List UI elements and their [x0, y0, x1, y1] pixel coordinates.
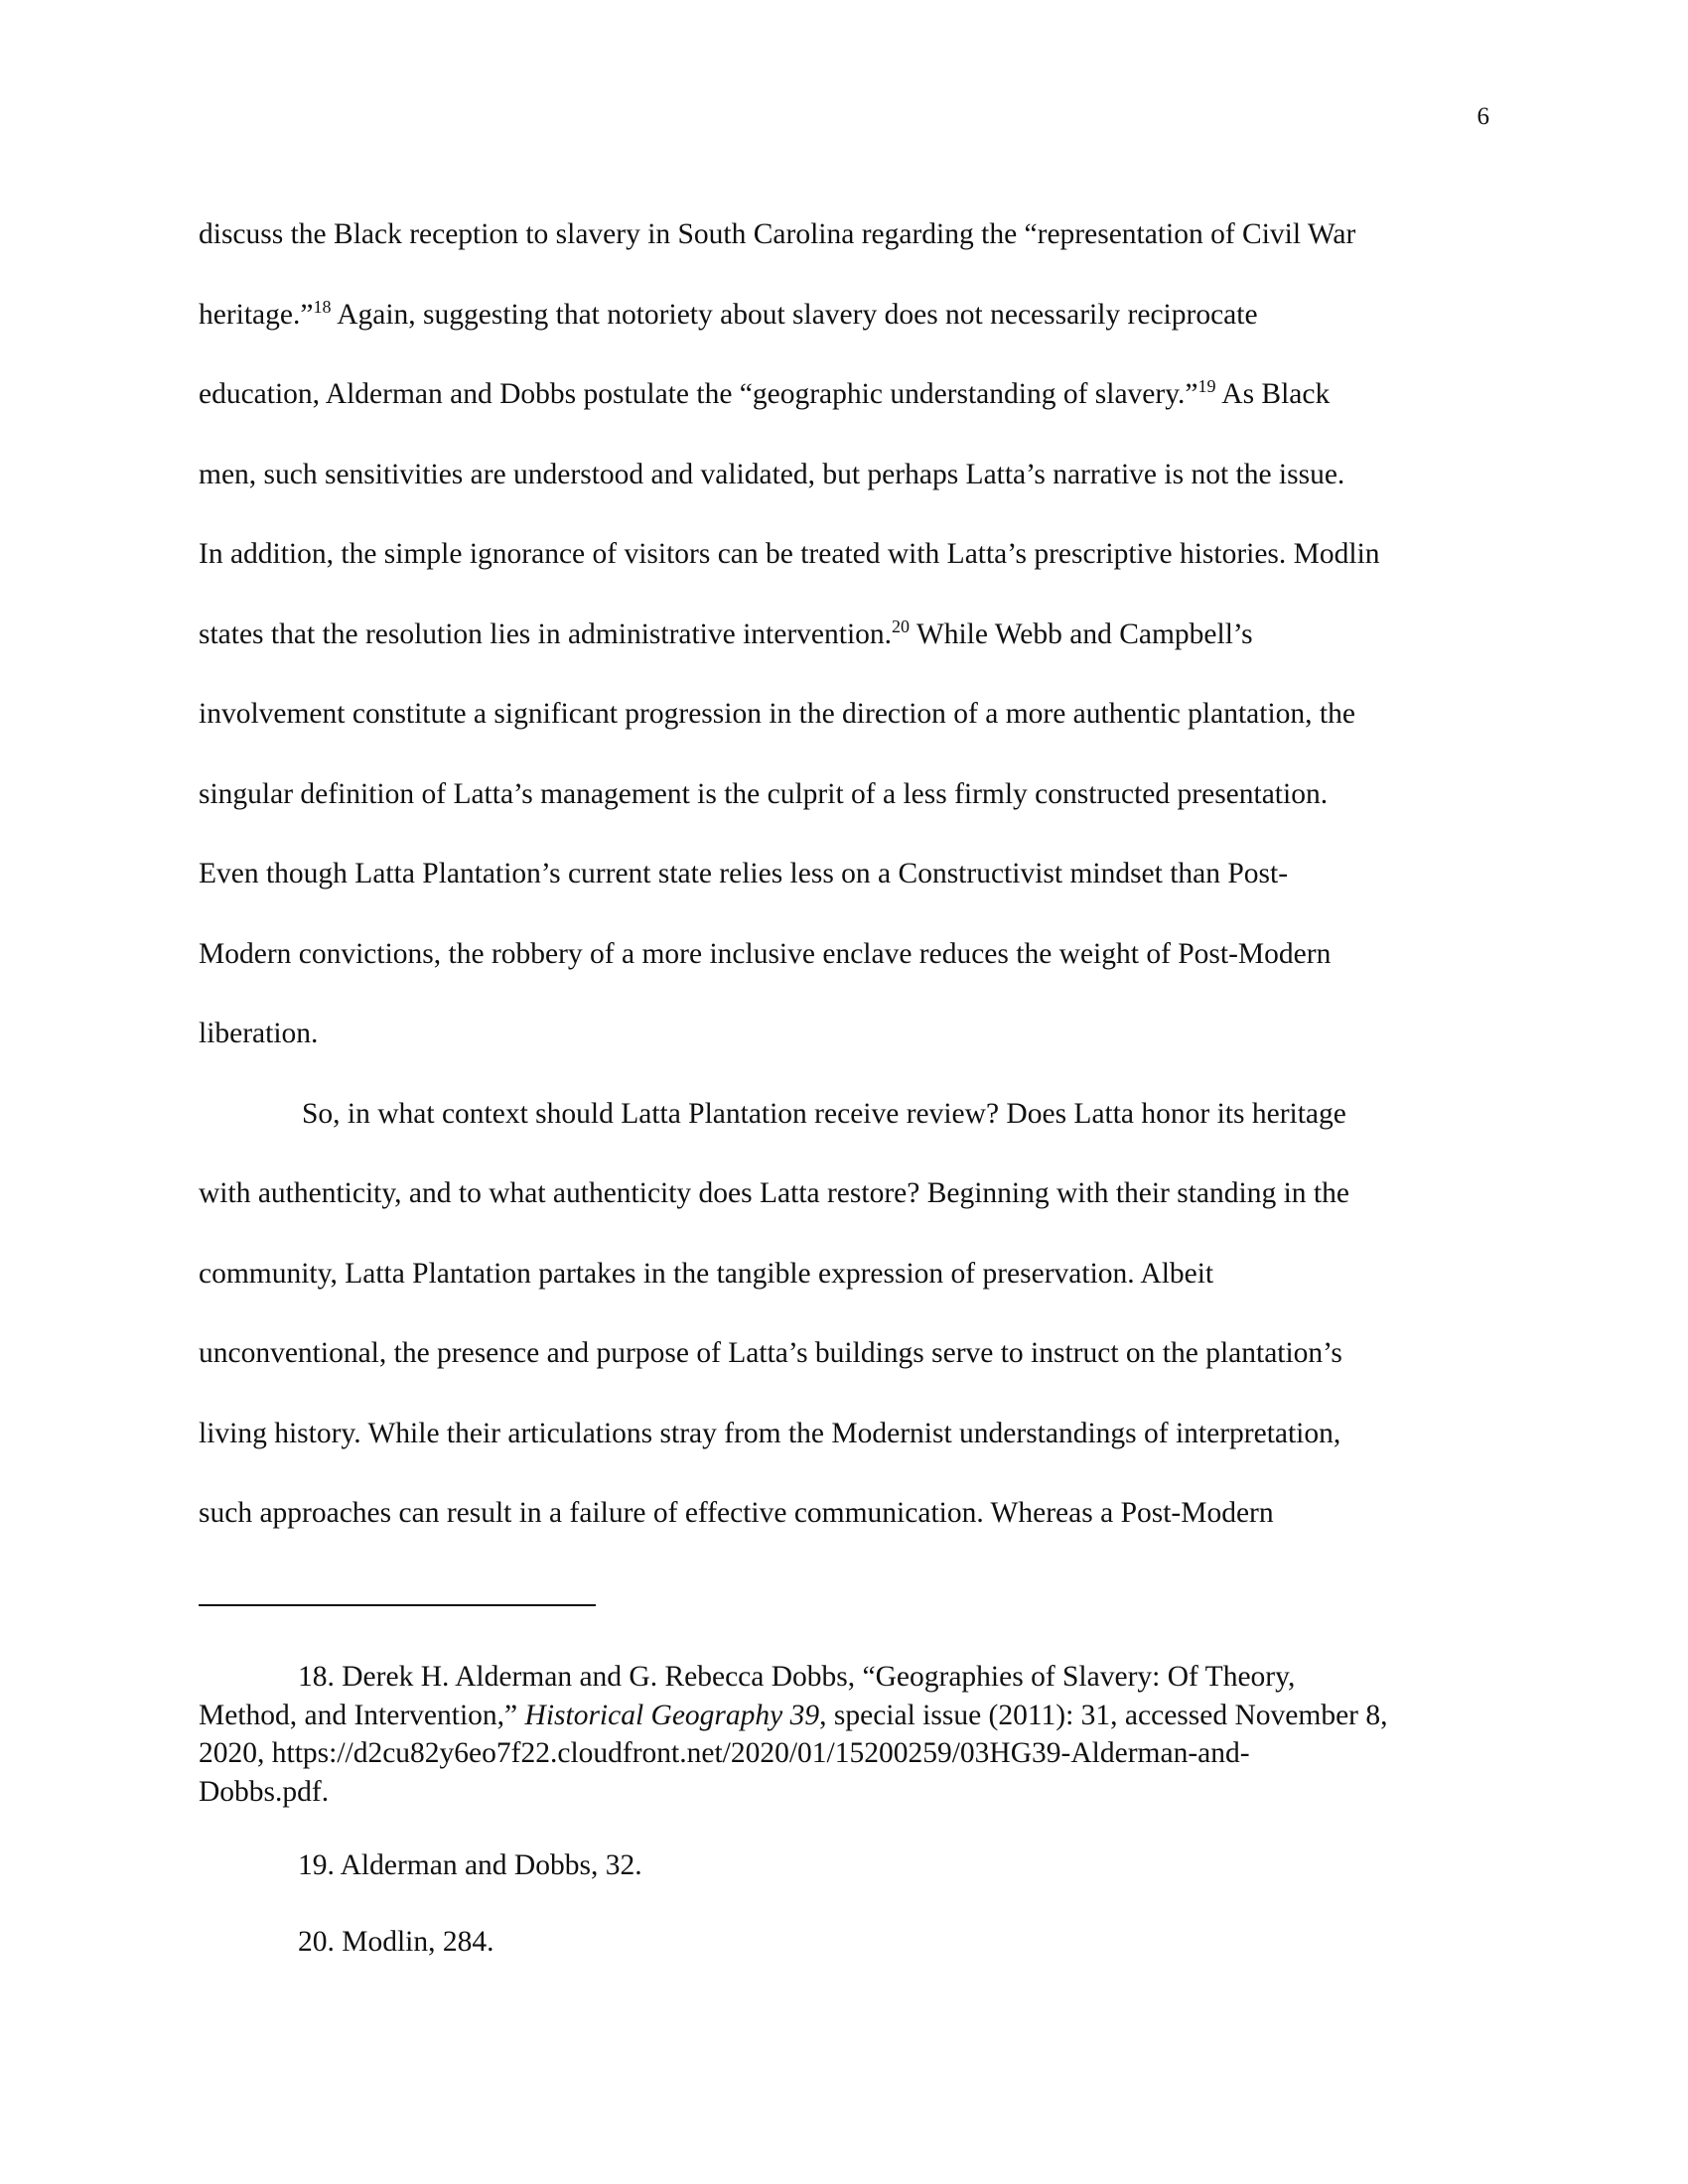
- footnotes: [199, 1658, 1499, 1961]
- page-number: 6: [1477, 103, 1489, 130]
- body-line: with authenticity, and to what authenticity does Latta restore? Beginning with their standing in the: [199, 1177, 1349, 1209]
- body-line: education, Alderman and Dobbs postulate the “geographic understanding of slavery.”$^{19}$ As Black: [199, 376, 1331, 410]
- body-line: involvement constitute a significant progression in the direction of a more authentic plantation, the: [199, 698, 1355, 730]
- body-line: such approaches can result in a failure of effective communication. Whereas a Post-Modern: [199, 1497, 1274, 1529]
- footnote-ref-18[interactable]: 18: [313, 296, 332, 317]
- body-line: In addition, the simple ignorance of visitors can be treated with Latta’s prescriptive histories. Modlin: [199, 538, 1380, 570]
- footnote-18: 18. Derek H. Alderman and G. Rebecca Dobbs, “Geographies of Slavery: Of Theory, Method, and Intervention,” Historical Geography 39, special issue (2011): 31, accessed November 8, 2020, https://d2cu82y6eo7f22.cloudfront.net/2020/01/15200259/03HG39-Alderman-and- Dobbs.pdf.: [199, 1658, 1499, 1811]
- body-line: unconventional, the presence and purpose of Latta’s buildings serve to instruct on the plantation’s: [199, 1337, 1342, 1369]
- body-line: heritage.”$^{18}$ Again, suggesting that notoriety about slavery does not necessarily reciprocate: [199, 296, 1258, 331]
- body-line: living history. While their articulations stray from the Modernist understandings of interpretation,: [199, 1417, 1341, 1449]
- body-line: men, such sensitivities are understood and validated, but perhaps Latta’s narrative is not the issue.: [199, 458, 1345, 490]
- footnote-url[interactable]: 2020, https://d2cu82y6eo7f22.cloudfront.net/2020/01/15200259/03HG39-Alderman-and-: [199, 1737, 1250, 1769]
- body-line: So, in what context should Latta Plantation receive review? Does Latta honor its heritage: [302, 1097, 1346, 1130]
- body-line: discuss the Black reception to slavery in South Carolina regarding the “representation of Civil War: [199, 218, 1356, 250]
- body-line: Modern convictions, the robbery of a more inclusive enclave reduces the weight of Post-Modern: [199, 937, 1332, 970]
- footnote-divider: [199, 1604, 596, 1606]
- body-text: [199, 195, 1489, 1554]
- body-line: liberation.: [199, 1018, 319, 1049]
- body-line: community, Latta Plantation partakes in the tangible expression of preservation. Albeit: [199, 1257, 1214, 1290]
- footnote-ref-19[interactable]: 19: [1197, 376, 1216, 396]
- body-line: states that the resolution lies in administrative intervention.$^{20}$ While Webb and Campbell’s: [199, 615, 1253, 650]
- journal-title: Historical Geography 39: [524, 1699, 820, 1731]
- body-line: singular definition of Latta’s management is the culprit of a less firmly constructed presentation.: [199, 777, 1329, 810]
- body-line: Even though Latta Plantation’s current state relies less on a Constructivist mindset than Post-: [199, 858, 1289, 889]
- footnote-ref-20[interactable]: 20: [892, 615, 911, 636]
- footnote-20: 20. Modlin, 284.: [298, 1925, 494, 1958]
- footnote-19: 19. Alderman and Dobbs, 32.: [298, 1849, 642, 1881]
